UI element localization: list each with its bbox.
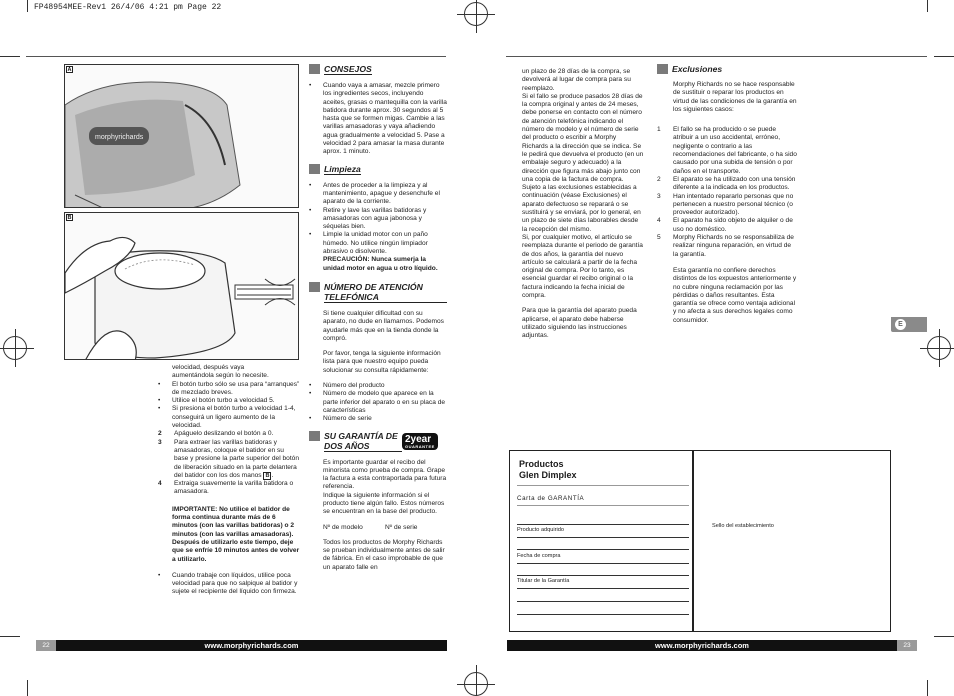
intro-line-2: aumentándola según lo necesite. [172, 372, 269, 380]
crop-mark [0, 56, 20, 57]
page-number-right: 23 [897, 640, 917, 651]
list-item: • El botón turbo sólo se usa para “arranques” de mezclado breves. [158, 381, 300, 398]
stamp-label: Sello del establecimiento [712, 523, 774, 529]
middle-column [309, 64, 447, 579]
telefono-heading: NÚMERO DE ATENCIÓN TELEFÓNICA [309, 282, 447, 303]
liquids-bullet [158, 572, 300, 597]
list-item: 5 Morphy Richards no se responsabiliza de realizar ninguna reparación, en virtud de la garantía. [657, 234, 794, 258]
registration-mark [464, 672, 488, 696]
list-item: • Cuando vaya a amasar, mezcle primero los ingredientes secos, incluyendo aceites, grasas o mantequilla con la varilla batidora durante aprox. 30 segundos al 5 hasta que se formen migas. Cambie a las varillas amasadoras y vaya añadiendo agua gradualmente a velocidad 5. Pase a velocidad 2 para amasar la masa durante aprox. 1 minuto. [309, 82, 447, 157]
card-title-2: Glen Dimplex [519, 470, 577, 480]
card-rule [517, 485, 689, 486]
stamp-area [693, 450, 891, 632]
owner-field-label: Titular de la Garantía [517, 578, 570, 584]
telefono-list [309, 382, 447, 423]
crop-mark [934, 56, 954, 57]
turbo-bullets [158, 381, 300, 431]
figure-a [64, 64, 299, 208]
mixer-brand-text: morphyrichards [95, 134, 144, 141]
figure-b-label: B [67, 215, 72, 221]
card-field-line[interactable] [517, 549, 689, 550]
limpieza-list [309, 182, 447, 257]
list-item: • Antes de proceder a la limpieza y al mantenimiento, apague y desenchufe el aparato de la corriente. [309, 182, 447, 207]
garantia-p2: Indique la siguiente información si el producto tiene algún fallo. Estos números se encuentran en la base del producto. [323, 491, 445, 516]
consejos-list [309, 82, 447, 157]
right-column-1 [522, 68, 644, 348]
card-subtitle: Carta de GARANTÍA [517, 495, 585, 502]
language-tab [891, 317, 927, 332]
garantia-p3: Todos los productos de Morphy Richards se prueban individualmente antes de salir de fábrica. En el caso improbable de que un aparato falle en [323, 538, 445, 571]
header-rule-left [26, 56, 446, 57]
left-column [158, 364, 300, 597]
warranty-p4: Si, por cualquier motivo, el artículo se reemplaza durante el periodo de garantía de dos años, la garantía del nuevo artículo se calculará a partir de la fecha original de compra. Por lo tanto, es esencial guardar el recibo original o la factura indicando la fecha inicial de compra. [522, 233, 643, 300]
registration-mark [927, 336, 951, 360]
footer-url-right[interactable]: www.morphyrichards.com [507, 640, 897, 651]
intro-line-1: velocidad, después vaya [172, 364, 245, 371]
figure-b [64, 212, 299, 360]
garantia-p1: Es importante guardar el recibo del minorista como prueba de compra. Grape la factura a esta contraportada para futura referencia. [323, 458, 447, 491]
crop-mark [927, 0, 928, 12]
list-item: • Retire y lave las varillas batidoras y amasadoras con agua jabonosa y séquelas bien. [309, 207, 447, 232]
registration-mark [3, 336, 27, 360]
card-title-1: Productos [519, 459, 564, 469]
card-field-line[interactable] [517, 588, 689, 589]
exclusiones-outro: Esta garantía no confiere derechos distintos de los expuestos anteriormente y no cubre ninguna reclamación por las pérdidas o daños resultantes. Esta garantía se ofrece como ventaja adicional y no afecta a sus derechos legales como consumidor. [673, 266, 797, 324]
crop-mark [0, 636, 20, 637]
list-item: • Número de modelo que aparece en la parte inferior del aparato o en su placa de características [309, 390, 447, 415]
list-item: 2 El aparato se ha utilizado con una tensión diferente a la indicada en los productos. [657, 175, 796, 192]
date-field-label: Fecha de compra [517, 553, 561, 559]
page-number-left: 22 [36, 640, 56, 651]
limpieza-heading: Limpieza [309, 164, 447, 175]
list-item: • Limpie la unidad motor con un paño húmedo. No utilice ningún limpiador abrasivo o disolvente. [309, 231, 447, 256]
crop-mark [934, 636, 954, 637]
list-item: 2 Apáguelo deslizando el botón a 0. [158, 430, 274, 438]
warranty-card [509, 450, 693, 632]
warranty-p3: Sujeto a las exclusiones establecidas a continuación (véase Exclusiones) el aparato defectuoso se reparará o se sustituirá y se enviará, por lo general, en un plazo de siete días laborables desde la recepción del mismo. [522, 184, 641, 233]
card-rule [517, 505, 689, 506]
list-item: • Número de serie [309, 415, 447, 423]
crop-mark [927, 680, 928, 696]
list-item: 3 Han intentado repararlo personas que no pertenecen a nuestro personal técnico (o proveedor autorizado). [657, 192, 794, 217]
exclusiones-list [657, 126, 797, 259]
card-field-line[interactable] [517, 537, 689, 538]
hand-mixer-illustration [65, 65, 299, 208]
product-field-label: Producto adquirido [517, 527, 564, 533]
model-serial-row [309, 524, 447, 532]
crop-mark [27, 0, 28, 12]
list-item: 4 Extraiga suavemente la varilla batidora o amasadora. [158, 480, 294, 496]
exclusiones-intro: Morphy Richards no se hace responsable de sustituir o reparar los productos en virtud de las condiciones de la garantía en los siguientes casos: [673, 81, 797, 113]
header-rule-right [506, 56, 927, 57]
consejos-heading: CONSEJOS [309, 64, 447, 75]
card-field-line[interactable] [517, 614, 689, 615]
precaucion-note: PRECAUCIÓN: Nunca sumerja la unidad motor en agua u otro líquido. [323, 256, 438, 272]
list-item: 4 El aparato ha sido objeto de alquiler o de uso no doméstico. [657, 217, 793, 233]
mixer-release-illustration [65, 213, 299, 360]
two-year-badge: 2year GUARANTEE [402, 433, 438, 450]
list-item: • Utilice el botón turbo a velocidad 5. [158, 397, 300, 405]
garantia-heading: SU GARANTÍA DE DOS AÑOS 2year GUARANTEE [309, 431, 447, 452]
card-field-line[interactable] [517, 563, 689, 564]
language-tab-letter: E [895, 319, 906, 330]
warranty-p5: Para que la garantía del aparato pueda aplicarse, el aparato debe haberse utilizado siguiendo las instrucciones adjuntas. [522, 307, 637, 340]
right-column-2 [657, 64, 797, 332]
list-item: • Número del producto [309, 382, 447, 390]
warranty-p1: un plazo de 28 días de la compra, se devolverá al lugar de compra para su reemplazo. [522, 68, 631, 92]
important-note: IMPORTANTE: No utilice el batidor de forma continua durante más de 6 minutos (con las varillas batidoras) o 2 minutos (con las varillas amasadoras). Después de utilizarlo este tiempo, deje que se enfríe 10 minutos antes de volver a utilizarlo. [172, 505, 300, 563]
card-field-line[interactable] [517, 601, 689, 602]
model-label: Nº de modelo [323, 523, 363, 531]
telefono-p2: Por favor, tenga la siguiente información lista para que nuestro equipo pueda solucionar su consulta rápidamente: [323, 350, 441, 374]
list-item: 1 El fallo se ha producido o se puede atribuir a un uso accidental, erróneo, negligente o contrario a las recomendaciones del fabricante, o ha sido causado por una subida de tensión o por daños en el transporte. [657, 126, 797, 175]
steps-list [158, 430, 300, 496]
card-field-line[interactable] [517, 524, 689, 525]
crop-mark [27, 680, 28, 696]
footer-url-left[interactable]: www.morphyrichards.com [56, 640, 447, 651]
hand-right [85, 331, 136, 360]
list-item: 3 Para extraer las varillas batidoras y amasadoras, coloque el batidor en su base y presione la parte superior del botón de liberación situado en la parte delantera del batidor con los dos manos B . [158, 438, 299, 479]
print-slug: FP48954MEE-Rev1 26/4/06 4:21 pm Page 22 [34, 3, 222, 12]
serial-label: Nº de serie [385, 523, 418, 531]
warranty-p2: Si el fallo se produce pasados 28 días de la compra original y antes de 24 meses, debe ponerse en contacto con el número de atención telefónica indicando el número de modelo y el número de serie del producto o escribir a Morphy Richards a la dirección que se indica. Se le pedirá que devuelva el producto (en un embalaje seguro y adecuado) a la dirección que figura más abajo junto con una copia de la factura de compra. [522, 92, 644, 183]
telefono-p1: Si tiene cualquier dificultad con su aparato, no dude en llamarnos. Podemos ayudarle más que en la tienda donde la compró. [323, 309, 444, 342]
exclusiones-heading: Exclusiones [657, 64, 797, 74]
list-item: • Cuando trabaje con líquidos, utilice poca velocidad para que no salpique al batidor y sujete el recipiente del líquido con firmeza. [158, 572, 300, 597]
registration-mark [464, 2, 488, 26]
list-item: • Si presiona el botón turbo a velocidad 1-4, conseguirá un ligero aumento de la velocidad. [158, 405, 300, 430]
figure-a-label: A [67, 67, 72, 73]
card-field-line[interactable] [517, 575, 689, 576]
figure-ref: B [265, 472, 270, 479]
